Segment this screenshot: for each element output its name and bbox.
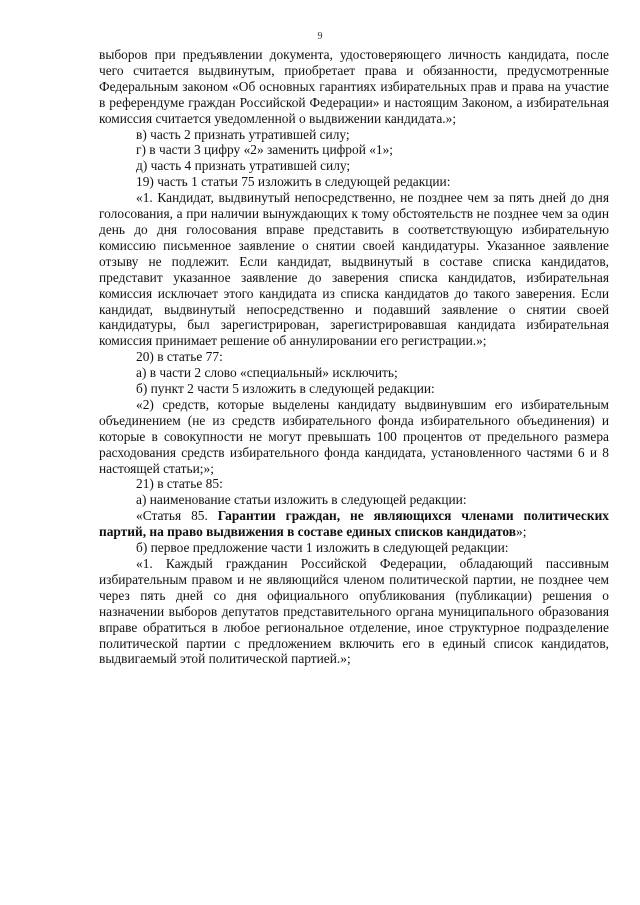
paragraph: б) пункт 2 части 5 изложить в следующей редакции: — [136, 381, 435, 397]
document-body — [99, 47, 609, 667]
article-title-paragraph — [99, 508, 609, 540]
paragraph: в) часть 2 признать утратившей силу; — [136, 126, 350, 142]
paragraph: 20) в статье 77: — [136, 349, 223, 365]
paragraph: б) первое предложение части 1 изложить в следующей редакции: — [136, 540, 509, 556]
article-title-bold: Гарантии граждан, не являющихся членами политических партий, на право выдвижения в составе единых списков кандидатов — [99, 508, 609, 540]
paragraph: «1. Каждый гражданин Российской Федерации, обладающий пассивным избирательным правом и не являющийся членом политической партии, не позднее чем через пять дней со дня официального опубликования (публикации) решения о назначении выборов депутатов представительного органа муниципального образования вправе обратиться в любое региональное отделение, иное структурное подразделение политической партии с предложением включить его в единый список кандидатов, выдвигаемый этой политической партией.»; — [99, 556, 609, 667]
page-number: 9 — [317, 31, 323, 42]
paragraph: а) в части 2 слово «специальный» исключить; — [136, 365, 398, 381]
paragraph: 19) часть 1 статьи 75 изложить в следующей редакции: — [136, 174, 451, 190]
paragraph: «2) средств, которые выделены кандидату выдвинувшим его избирательным объединением (не из средств избирательного фонда избирательного объединения) и которые в совокупности не могут превышать 100 процентов от предельного размера расходования средств избирательного фонда кандидата, установленного частями 6 и 8 настоящей статьи;»; — [99, 396, 609, 476]
paragraph: г) в части 3 цифру «2» заменить цифрой «1»; — [136, 142, 394, 158]
article-title-prefix: «Статья 85. — [136, 508, 218, 524]
paragraph: д) часть 4 признать утратившей силу; — [136, 158, 351, 174]
paragraph: «1. Кандидат, выдвинутый непосредственно, не позднее чем за пять дней до дня голосования, а при наличии вынуждающих к тому обстоятельств не позднее чем за один день до дня голосования вправе представить в соответствующую избирательную комиссию письменное заявление о снятии своей кандидатуры. Указанное заявление отзыву не подлежит. Если кандидат, выдвинутый в составе списка кандидатов, представит указанное заявление до заверения списка кандидатов, избирательная комиссия исключает этого кандидата из списка кандидатов до такого заверения. Если кандидат, выдвинутый непосредственно и подавший заявление о снятии своей кандидатуры, был зарегистрирован, зарегистрировавшая кандидата избирательная комиссия принимает решение об аннулировании его регистрации.»; — [99, 190, 609, 349]
article-title-suffix: »; — [516, 524, 527, 540]
paragraph: а) наименование статьи изложить в следующей редакции: — [136, 492, 467, 508]
paragraph: 21) в статье 85: — [136, 476, 223, 492]
paragraph: выборов при предъявлении документа, удостоверяющего личность кандидата, после чего считается выдвинутым, приобретает права и обязанности, предусмотренные Федеральным законом «Об основных гарантиях избирательных прав и права на участие в референдуме граждан Российской Федерации» и настоящим Законом, а избирательная комиссия считается уведомленной о выдвижении кандидата.»; — [99, 47, 609, 126]
